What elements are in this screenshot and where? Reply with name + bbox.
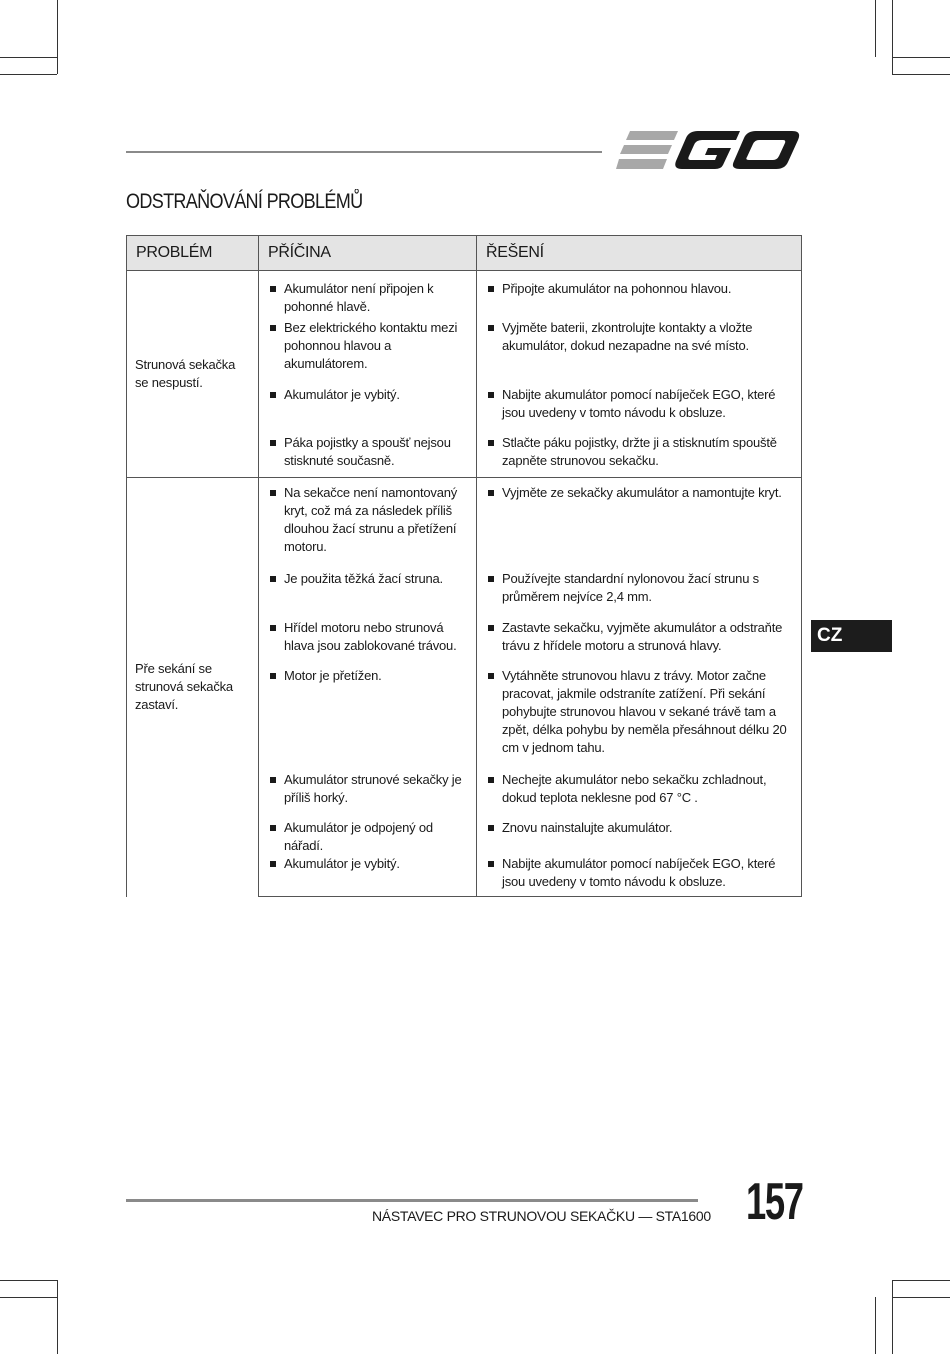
solution-item [477,667,801,757]
cause-text: Páka pojistky a spoušť nejsou stisknuté současně. [284,434,451,468]
solution-item [477,619,801,655]
solution-item [477,484,801,502]
logo-text [800,128,801,129]
cause-text: Motor je přetížen. [284,667,382,683]
solution-item [477,319,801,355]
solution-item [477,855,801,891]
cause-item [259,280,476,316]
header-cause: PŘÍČINA [259,236,477,271]
crop-mark [57,0,58,74]
language-tab: CZ [811,620,892,652]
ego-logo [616,128,800,177]
cause-text: Akumulátor strunové sekačky je příliš horký. [284,771,462,805]
crop-mark [892,1297,950,1298]
crop-mark [875,0,876,57]
crop-mark [0,57,57,58]
solution-item [477,280,801,298]
cause-item [259,484,476,556]
problem-cell: Strunová sekačka se nespustí. [127,271,259,478]
cause-item [259,319,476,373]
solution-text: Zastavte sekačku, vyjměte akumulátor a odstraňte trávu z hřídele motoru a strunová hlavy. [502,619,783,653]
crop-mark [892,1280,950,1281]
bullet-icon [270,625,276,631]
troubleshooting-table [126,235,802,897]
bullet-icon [488,325,494,331]
solution-item [477,386,801,422]
crop-mark [0,1297,57,1298]
bullet-icon [488,673,494,679]
bullet-icon [270,325,276,331]
solution-text: Vytáhněte strunovou hlavu z trávy. Motor začne pracovat, jakmile odstraníte zatížení. Při sekání pohybujte strunovou hlavou v sekané trávě tam a zpět, délka pohybu by neměla přesáhnout délku 20 cm v jednom tahu. [502,667,787,755]
crop-mark [892,1280,893,1354]
footer-product-title: NÁSTAVEC PRO STRUNOVOU SEKAČKU — STA1600 [372,1208,711,1224]
solution-text: Nabijte akumulátor pomocí nabíječek EGO, které jsou uvedeny v tomto návodu k obsluze. [502,855,776,889]
bullet-icon [270,286,276,292]
crop-mark [0,74,57,75]
cause-text: Akumulátor je odpojený od nářadí. [284,819,433,853]
crop-mark [57,1280,58,1354]
bullet-icon [270,440,276,446]
table-header-row [127,236,802,271]
crop-mark [892,57,950,58]
cause-item [259,771,476,807]
crop-mark [892,74,950,75]
solution-text: Nechejte akumulátor nebo sekačku zchladnout, dokud teplota neklesne pod 67 °C . [502,771,767,805]
cause-text: Na sekačce není namontovaný kryt, což má za následek příliš dlouhou žací strunu a přetížení motoru. [284,485,458,554]
solution-text: Nabijte akumulátor pomocí nabíječek EGO, které jsou uvedeny v tomto návodu k obsluze. [502,386,776,420]
bullet-icon [488,392,494,398]
solution-item [477,434,801,470]
solution-text: Používejte standardní nylonovou žací strunu s průměrem nejvíce 2,4 mm. [502,570,759,604]
table-row [127,478,802,570]
problem-cell: Pře sekání se strunová sekačka zastaví. [127,478,259,897]
bullet-icon [270,490,276,496]
cause-item [259,570,476,588]
cause-text: Bez elektrického kontaktu mezi pohonnou hlavou a akumulátorem. [284,319,458,371]
solution-text: Připojte akumulátor na pohonnou hlavou. [502,281,732,296]
bullet-icon [488,286,494,292]
solution-text: Vyjměte ze sekačky akumulátor a namontujte kryt. [502,485,782,500]
solution-text: Vyjměte baterii, zkontrolujte kontakty a vložte akumulátor, dokud nezapadne na své místo. [502,319,753,353]
crop-mark [892,0,893,74]
header-rule [126,151,602,153]
cause-item [259,819,476,855]
bullet-icon [270,777,276,783]
cause-item [259,434,476,470]
bullet-icon [488,625,494,631]
crop-mark [0,1280,57,1281]
bullet-icon [270,392,276,398]
cause-text: Akumulátor je vybitý. [284,855,400,871]
solution-item [477,570,801,606]
cause-text: Hřídel motoru nebo strunová hlava jsou zablokované trávou. [284,619,457,653]
cause-item [259,619,476,655]
solution-text: Znovu nainstalujte akumulátor. [502,819,673,835]
solution-item [477,771,801,807]
bullet-icon [488,861,494,867]
cause-text: Akumulátor je vybitý. [284,386,400,402]
crop-mark [875,1297,876,1354]
cause-item [259,386,476,404]
bullet-icon [488,576,494,582]
cause-item [259,667,476,685]
page-number: 157 [746,1173,803,1231]
footer-rule [126,1199,698,1202]
cause-item [259,855,476,873]
bullet-icon [270,673,276,679]
solution-item [477,819,801,837]
table-row [127,271,802,319]
bullet-icon [488,440,494,446]
bullet-icon [488,490,494,496]
header-solution: ŘEŠENÍ [477,236,802,271]
bullet-icon [270,861,276,867]
bullet-icon [270,576,276,582]
bullet-icon [488,777,494,783]
solution-text: Stlačte páku pojistky, držte ji a stisknutím spouště zapněte strunovou sekačku. [502,434,777,468]
bullet-icon [270,825,276,831]
bullet-icon [488,825,494,831]
page-title: ODSTRAŇOVÁNÍ PROBLÉMŮ [126,190,363,213]
header-problem: PROBLÉM [127,236,259,271]
cause-text: Akumulátor není připojen k pohonné hlavě. [284,281,434,314]
cause-text: Je použita těžká žací struna. [284,570,443,586]
